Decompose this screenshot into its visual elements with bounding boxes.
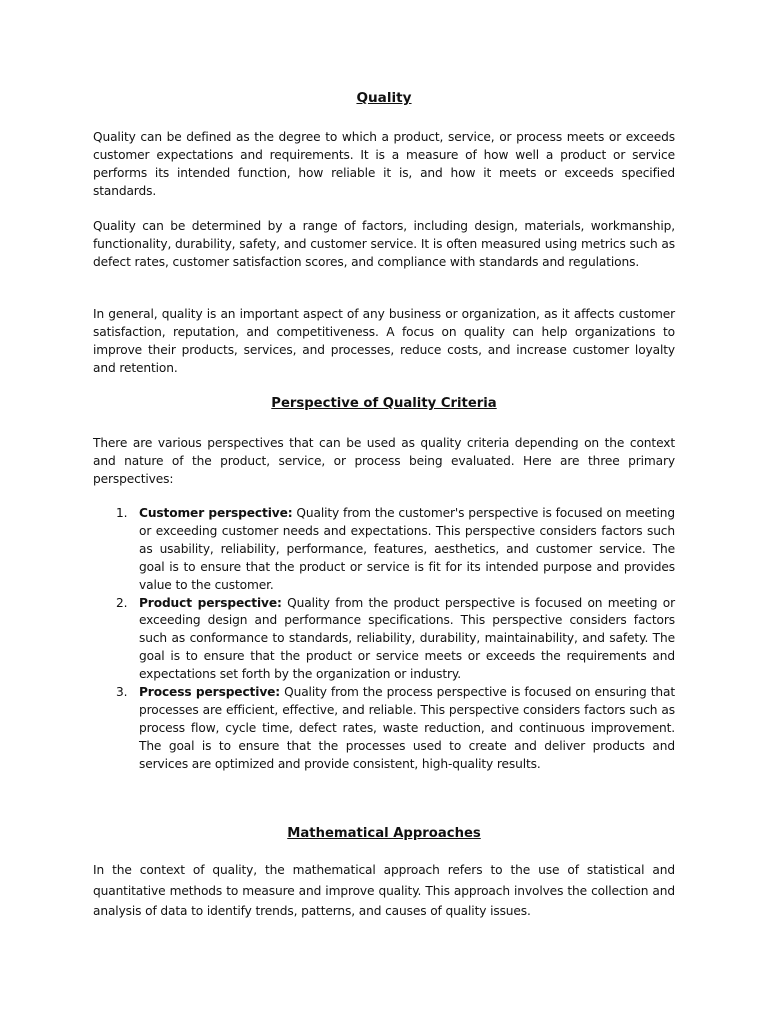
list-item-label: Product perspective:: [139, 595, 282, 610]
list-item-text: Quality from the customer's perspective is focused on meeting or exceeding customer needs and expectations. This perspective considers factors such as usability, reliability, performance, features, aesthetics, and customer service. The goal is to ensure that the product or service is fit for its intended purpose and provides value to the customer.: [139, 506, 675, 592]
paragraph-definition: Quality can be defined as the degree to which a product, service, or process meets or exceeds customer expectations and requirements. It is a measure of how well a product or service performs its intended function, how reliable it is, and how it meets or exceeds specified standards.: [93, 130, 675, 199]
list-item-label: Process perspective:: [139, 685, 281, 700]
section-heading-mathematical: Mathematical Approaches: [287, 826, 481, 841]
list-item-product: [93, 595, 675, 685]
section-heading-perspective: Perspective of Quality Criteria: [271, 396, 497, 411]
page-title: Quality: [356, 90, 412, 106]
perspective-list: [93, 505, 675, 774]
list-item-customer: [93, 505, 675, 595]
paragraph-factors: Quality can be determined by a range of factors, including design, materials, workmanship, functionality, durability, safety, and customer service. It is often measured using metrics such as defect rates, customer satisfaction scores, and compliance with standards and regulations.: [93, 219, 675, 270]
list-number: 3.: [116, 685, 128, 700]
paragraph-mathematical: In the context of quality, the mathematical approach refers to the use of statistical and quantitative methods to measure and improve quality. This approach involves the collection and analysis of data to identify trends, patterns, and causes of quality issues.: [93, 863, 675, 918]
paragraph-perspective-intro: There are various perspectives that can be used as quality criteria depending on the context and nature of the product, service, or process being evaluated. Here are three primary perspectives:: [93, 436, 675, 487]
list-item-text: Quality from the product perspective is focused on meeting or exceeding design and performance specifications. This perspective considers factors such as conformance to standards, reliability, durability, maintainability, and safety. The goal is to ensure that the product or service meets or exceeds the requirements and expectations set forth by the organization or industry.: [139, 595, 675, 682]
list-item-text: Quality from the process perspective is focused on ensuring that processes are efficient, effective, and reliable. This perspective considers factors such as process flow, cycle time, defect rates, waste reduction, and continuous improvement. The goal is to ensure that the processes used to create and deliver products and services are optimized and provide consistent, high-quality results.: [139, 685, 675, 771]
list-number: 2.: [116, 595, 128, 610]
list-item-label: Customer perspective:: [139, 506, 293, 520]
paragraph-importance: In general, quality is an important aspect of any business or organization, as it affects customer satisfaction, reputation, and competitiveness. A focus on quality can help organizations to improve their products, services, and processes, reduce costs, and increase customer loyalty and retention.: [93, 307, 675, 376]
list-number: 1.: [116, 506, 128, 520]
list-item-process: [93, 684, 675, 774]
